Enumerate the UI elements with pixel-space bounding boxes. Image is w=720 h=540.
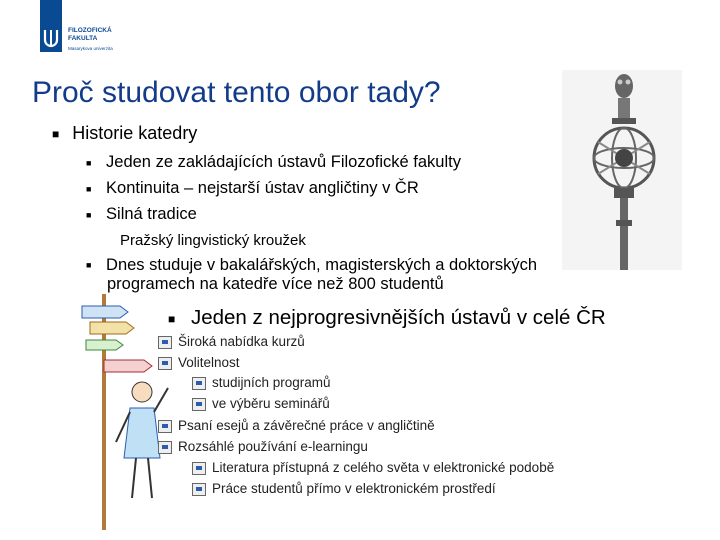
- logo-line-2: FAKULTA: [68, 34, 98, 42]
- folder-bullet-icon: [192, 462, 206, 475]
- progressive-item-4: [158, 439, 368, 454]
- progressive-item-1: [158, 334, 305, 349]
- faculty-logo: [40, 0, 62, 52]
- history-item-3-text: Silná tradice: [106, 205, 197, 223]
- progressive-subitem-4-text: Práce studentů přímo v elektronickém prostředí: [212, 481, 496, 496]
- progressive-subitem-1: [192, 375, 331, 390]
- progressive-subitem-3: [192, 460, 554, 475]
- history-item-2: [86, 179, 419, 198]
- progressive-item-3: [158, 418, 435, 433]
- square-bullet-icon: ■: [86, 209, 92, 220]
- folder-bullet-icon: [158, 357, 172, 370]
- square-bullet-icon: ■: [168, 311, 176, 326]
- logo-line-1: FILOZOFICKÁ: [68, 27, 112, 34]
- history-item-1-text: Jeden ze zakládajících ústavů Filozofické fakulty: [106, 153, 461, 171]
- progressive-item-3-text: Psaní esejů a závěrečné práce v angličtině: [178, 418, 435, 433]
- square-bullet-icon: ■: [86, 260, 92, 271]
- folder-bullet-icon: [192, 483, 206, 496]
- progressive-subitem-2-text: ve výběru seminářů: [212, 396, 330, 411]
- progressive-subitem-3-text: Literatura přístupná z celého světa v elektronické podobě: [212, 460, 555, 475]
- folder-bullet-icon: [158, 420, 172, 433]
- folder-bullet-icon: [192, 398, 206, 411]
- folder-bullet-icon: [158, 441, 172, 454]
- signpost-illustration: [80, 292, 180, 532]
- square-bullet-icon: ■: [52, 127, 60, 142]
- progressive-item-4-text: Rozsáhlé používání e-learningu: [178, 439, 368, 454]
- folder-bullet-icon: [192, 377, 206, 390]
- owl-scepter-image: [562, 70, 682, 270]
- progressive-subitem-4: [192, 481, 496, 496]
- history-item-3: [86, 205, 197, 224]
- bullet-progressive: [168, 306, 606, 330]
- logo-subtitle: Masarykova univerzita: [68, 46, 113, 51]
- history-item-1: [86, 153, 461, 172]
- bullet-history: [52, 123, 197, 144]
- history-item-2-text: Kontinuita – nejstarší ústav angličtiny v ČR: [106, 179, 419, 197]
- circle-text: Pražský lingvistický kroužek: [120, 232, 306, 249]
- page-title: Proč studovat tento obor tady?: [32, 76, 441, 109]
- progressive-subitem-1-text: studijních programů: [212, 375, 331, 390]
- students-line-2: programech na katedře více než 800 studentů: [107, 275, 444, 294]
- history-label: Historie katedry: [72, 123, 198, 143]
- square-bullet-icon: ■: [86, 183, 92, 194]
- progressive-item-2: [158, 355, 240, 370]
- logo-text: [68, 27, 112, 42]
- progressive-item-1-text: Široká nabídka kurzů: [178, 334, 305, 349]
- progressive-item-2-text: Volitelnost: [178, 355, 240, 370]
- folder-bullet-icon: [158, 336, 172, 349]
- progressive-label: Jeden z nejprogresivnějších ústavů v celé ČR: [190, 306, 606, 329]
- students-item: [86, 256, 537, 294]
- progressive-subitem-2: [192, 396, 330, 411]
- students-line-1: Dnes studuje v bakalářských, magisterských a doktorských: [106, 256, 538, 274]
- square-bullet-icon: ■: [86, 157, 92, 168]
